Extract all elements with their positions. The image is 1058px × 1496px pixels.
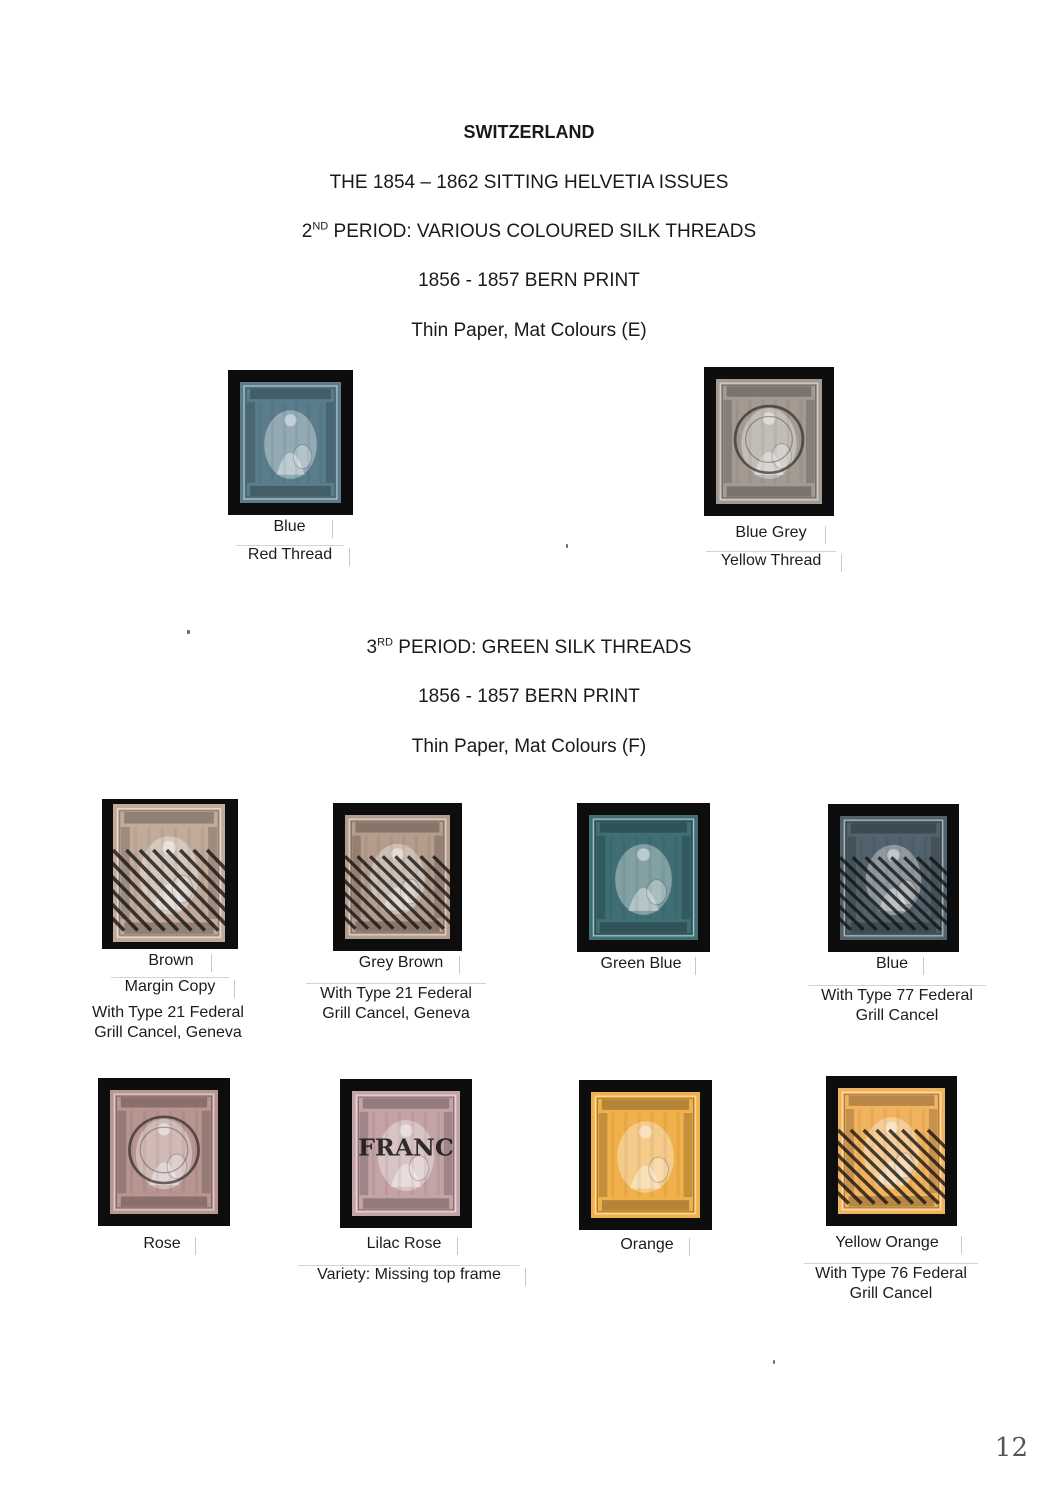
stamp-note-label: Margin Copy — [111, 977, 229, 996]
stamp-yellow-orange — [838, 1088, 945, 1214]
stamp-note-label: Red Thread — [236, 545, 344, 564]
issue-title: THE 1854 – 1862 SITTING HELVETIA ISSUES — [329, 172, 729, 193]
stamp-colour-label: Lilac Rose — [356, 1235, 452, 1253]
stamp-lilac-rose — [352, 1091, 460, 1216]
stamp-cancel-label: With Type 76 Federal Grill Cancel — [804, 1263, 978, 1304]
stamp-colour-label: Green Blue — [592, 955, 690, 973]
stamp-colour-label: Brown — [136, 952, 206, 970]
stamp-grey-brown — [345, 815, 450, 939]
stamp-cancel-label: With Type 21 Federal Grill Cancel, Geneva — [306, 983, 486, 1024]
print-heading-e: 1856 - 1857 BERN PRINT — [418, 270, 640, 291]
print-heading-f: 1856 - 1857 BERN PRINT — [418, 686, 640, 707]
stamp-colour-label: Grey Brown — [348, 954, 454, 972]
stamp-variety-label: Variety: Missing top frame — [298, 1265, 520, 1284]
stamp-rose — [110, 1090, 218, 1214]
stamp-blue — [840, 816, 947, 940]
stamp-cancel-label: With Type 77 Federal Grill Cancel — [808, 985, 986, 1026]
paper-heading-e: Thin Paper, Mat Colours (E) — [411, 320, 647, 341]
stamp-blue-grey-yellow-thread — [716, 379, 822, 504]
stamp-green-blue — [589, 815, 698, 940]
stamp-orange — [591, 1092, 700, 1218]
stamp-colour-label: Yellow Orange — [818, 1234, 956, 1252]
paper-speck — [187, 630, 190, 634]
stamp-colour-label: Blue — [866, 955, 918, 973]
stamp-colour-label: Blue Grey — [722, 524, 820, 542]
stamp-colour-label: Blue — [252, 518, 327, 536]
stamp-cancel-label: With Type 21 Federal Grill Cancel, Geneva — [92, 1004, 244, 1041]
page-title: SWITZERLAND — [463, 122, 595, 142]
page-number: 12 — [994, 1433, 1028, 1463]
paper-speck — [773, 1360, 775, 1364]
stamp-colour-label: Orange — [610, 1236, 684, 1254]
period-2-heading: 2ND PERIOD: VARIOUS COLOURED SILK THREADS — [301, 220, 757, 242]
stamp-colour-label: Rose — [134, 1235, 190, 1253]
paper-speck — [566, 544, 568, 548]
stamp-blue-red-thread — [240, 382, 341, 503]
paper-heading-f: Thin Paper, Mat Colours (F) — [411, 736, 647, 757]
svg-text:FRANC: FRANC — [358, 1133, 454, 1162]
period-3-heading: 3RD PERIOD: GREEN SILK THREADS — [366, 636, 692, 658]
stamp-note-label: Yellow Thread — [706, 551, 836, 570]
stamp-brown — [113, 804, 225, 942]
